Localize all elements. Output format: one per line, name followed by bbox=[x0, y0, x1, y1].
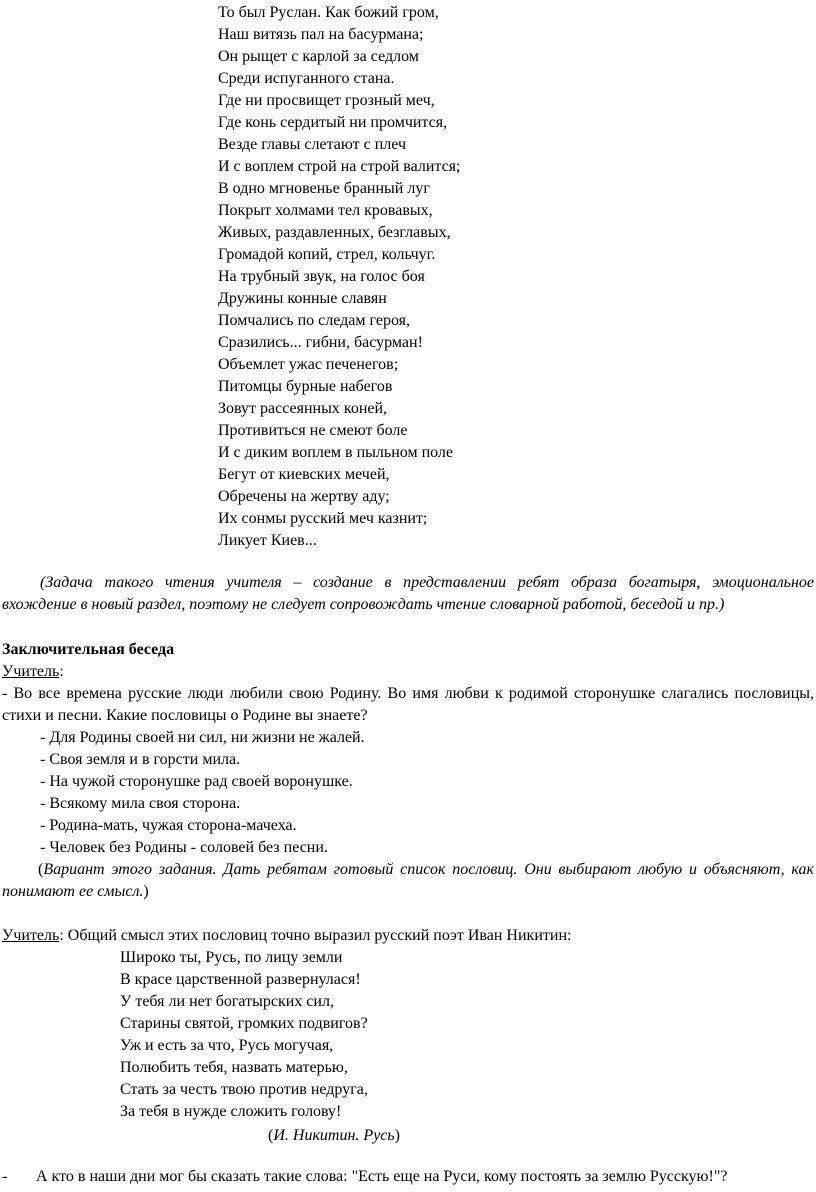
poem-line: В одно мгновенье бранный луг bbox=[218, 180, 430, 197]
note-line-1: (Задача такого чтения учителя – создание в представлении ребят образа богатыря, эмоциональное bbox=[40, 574, 814, 591]
proverb-list bbox=[40, 727, 365, 859]
poem-line: Питомцы бурные набегов bbox=[218, 378, 393, 395]
variant-note: (Вариант этого задания. Дать ребятам готовый список пословиц. Они выбирают любую и объясняют, как понимают ее смысл.) bbox=[2, 861, 814, 900]
teacher-statement-text: : Общий смысл этих пословиц точно выразил русский поэт Иван Никитин: bbox=[59, 927, 572, 944]
teacher-label: Учитель bbox=[2, 663, 60, 680]
list-dash: - bbox=[2, 1168, 8, 1185]
closing-question bbox=[2, 1166, 727, 1188]
poem-line: Наш витязь пал на басурмана; bbox=[218, 26, 424, 43]
poem-line: Объемлет ужас печенегов; bbox=[218, 356, 399, 373]
poem-line: Покрыт холмами тел кровавых, bbox=[218, 202, 433, 219]
poem-line: Уж и есть за что, Русь могучая, bbox=[120, 1037, 334, 1054]
poem-line: Сразились... гибни, басурман! bbox=[218, 334, 423, 351]
proverb: - Родина-мать, чужая сторона-мачеха. bbox=[40, 817, 297, 834]
poem-line: И с воплем строй на строй валится; bbox=[218, 158, 461, 175]
section-title: Заключительная беседа bbox=[2, 641, 175, 658]
question-line-1: - Во все времена русские люди любили свою Родину. Во имя любви к родимой сторонушке слагались пословицы, bbox=[2, 685, 814, 702]
poem-rus bbox=[120, 947, 368, 1123]
proverb: - Человек без Родины - соловей без песни. bbox=[40, 839, 328, 856]
poem-line: Помчались по следам героя, bbox=[218, 312, 411, 329]
teacher-question bbox=[2, 683, 814, 727]
teacher-note bbox=[2, 572, 814, 616]
poem-line: Дружины конные славян bbox=[218, 290, 387, 307]
poem-line: Где конь сердитый ни промчится, bbox=[218, 114, 448, 131]
question-line-2: стихи и песни. Какие пословицы о Родине вы знаете? bbox=[2, 707, 368, 724]
poem-line: Полюбить тебя, назвать матерью, bbox=[120, 1059, 348, 1076]
poem-line: Живых, раздавленных, безглавых, bbox=[218, 224, 451, 241]
variant-line-1: Вариант этого задания. Дать ребятам готовый список пословиц. Они выбирают любую и объясняют, как bbox=[43, 861, 814, 878]
poem-line: В красе царственной развернулася! bbox=[120, 971, 361, 988]
note-line-2: вхождение в новый раздел, поэтому не следует сопровождать чтение словарной работой, беседой и пр.) bbox=[2, 596, 725, 613]
closing-question-text: А кто в наши дни мог бы сказать такие слова: "Есть еще на Руси, кому постоять за землю Русскую!"? bbox=[36, 1168, 728, 1185]
poem-line: И с диким воплем в пыльном поле bbox=[218, 444, 454, 461]
poem-line: Бегут от киевских мечей, bbox=[218, 466, 390, 483]
poem-line: Среди испуганного стана. bbox=[218, 70, 395, 87]
teacher-label-1: Учитель: bbox=[2, 663, 64, 680]
poem-ruslan bbox=[218, 2, 460, 552]
poem-line: Обречены на жертву аду; bbox=[218, 488, 390, 505]
proverb: - Своя земля и в горсти мила. bbox=[40, 751, 241, 768]
teacher-label: Учитель bbox=[2, 927, 60, 944]
poem-line: Старины святой, громких подвигов? bbox=[120, 1015, 368, 1032]
attribution-text: И. Никитин. Русь bbox=[273, 1127, 395, 1144]
poem-line: Противиться не смеют боле bbox=[218, 422, 408, 439]
poem-line: На трубный звук, на голос боя bbox=[218, 268, 425, 285]
poem-line: Где ни просвищет грозный меч, bbox=[218, 92, 435, 109]
poem-line: Громадой копий, стрел, кольчуг. bbox=[218, 246, 436, 263]
proverb: - Для Родины своей ни сил, ни жизни не жалей. bbox=[40, 729, 365, 746]
poem-line: Он рыщет с карлой за седлом bbox=[218, 48, 419, 65]
proverb: - На чужой сторонушке рад своей воронушке. bbox=[40, 773, 353, 790]
teacher-statement bbox=[2, 925, 571, 947]
poem-line: Ликует Киев... bbox=[218, 532, 317, 549]
proverb: - Всякому мила своя сторона. bbox=[40, 795, 241, 812]
poem-line: Везде главы слетают с плеч bbox=[218, 136, 406, 153]
poem-line: Стать за честь твою против недруга, bbox=[120, 1081, 368, 1098]
poem-line: То был Руслан. Как божий гром, bbox=[218, 4, 439, 21]
poem-line: Зовут рассеянных коней, bbox=[218, 400, 388, 417]
poem-attribution: (И. Никитин. Русь) bbox=[268, 1127, 400, 1144]
variant-line-2: понимают ее смысл. bbox=[2, 883, 144, 900]
poem-line: За тебя в нужде сложить голову! bbox=[120, 1103, 342, 1120]
poem-line: Широко ты, Русь, по лицу земли bbox=[120, 949, 343, 966]
poem-line: У тебя ли нет богатырских сил, bbox=[120, 993, 334, 1010]
poem-line: Их сонмы русский меч казнит; bbox=[218, 510, 428, 527]
